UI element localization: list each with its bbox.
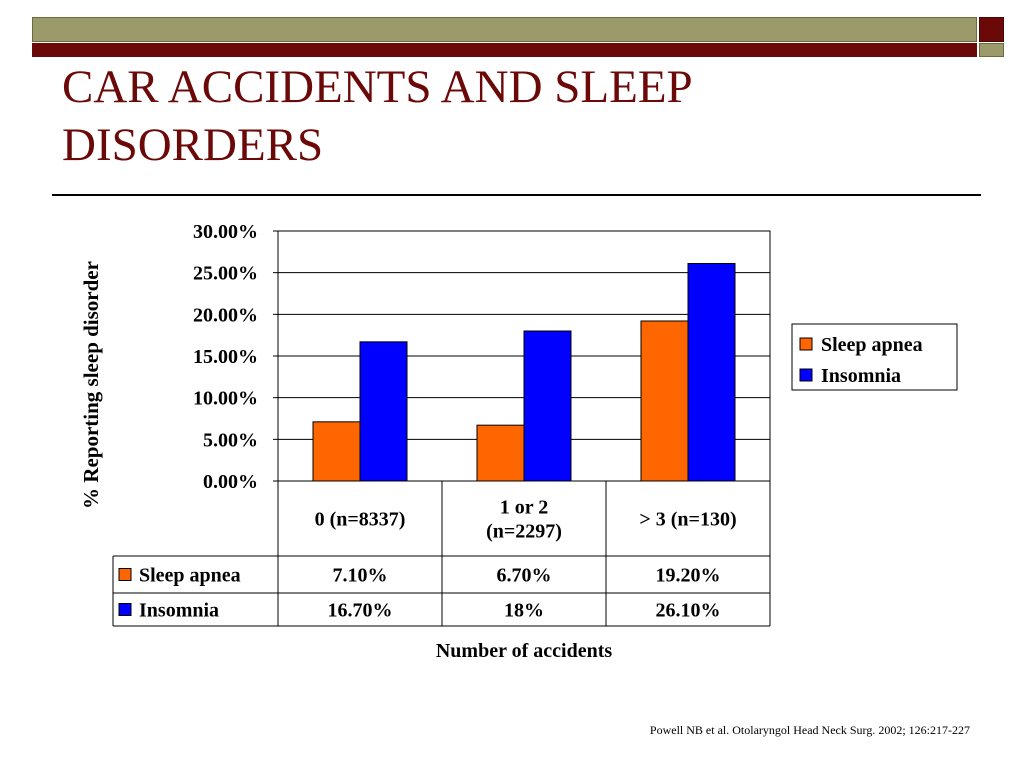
table-legend-key <box>119 604 131 616</box>
data-label: 18% <box>504 599 544 622</box>
x-category-label: 0 (n=8337) <box>314 508 406 531</box>
y-tick-label: 20.00% <box>193 304 258 327</box>
data-label: 26.10% <box>655 599 721 622</box>
y-tick-label: 10.00% <box>193 387 258 410</box>
bar-sleep-apnea <box>641 321 688 481</box>
legend-swatch <box>800 338 812 350</box>
bar-sleep-apnea <box>477 425 524 481</box>
table-series-name: Sleep apnea <box>139 564 241 587</box>
data-label: 6.70% <box>496 564 552 587</box>
y-tick-label: 25.00% <box>193 262 258 285</box>
citation: Powell NB et al. Otolaryngol Head Neck Surg. 2002; 126:217-227 <box>649 723 970 737</box>
table-series-name: Insomnia <box>139 599 220 622</box>
slide-title: CAR ACCIDENTS AND SLEEP DISORDERS <box>62 61 691 171</box>
legend-label: Sleep apnea <box>821 334 923 356</box>
bar-insomnia <box>688 264 735 482</box>
y-tick-label: 0.00% <box>203 471 258 493</box>
x-category-label: > 3 (n=130) <box>639 508 737 531</box>
bar-insomnia <box>524 331 571 481</box>
legend-label: Insomnia <box>821 365 902 387</box>
y-tick-label: 15.00% <box>193 346 258 368</box>
data-label: 19.20% <box>655 564 721 587</box>
y-axis-title: % Reporting sleep disorder <box>79 261 103 509</box>
x-category-label: 1 or 2 <box>499 496 549 519</box>
x-category-label: (n=2297) <box>486 520 562 543</box>
bar-sleep-apnea <box>313 422 360 481</box>
data-label: 7.10% <box>332 564 388 587</box>
legend-swatch <box>800 369 812 381</box>
table-legend-key <box>119 569 131 581</box>
data-label: 16.70% <box>327 599 393 622</box>
bar-insomnia <box>360 342 407 481</box>
y-tick-label: 5.00% <box>203 429 258 452</box>
x-axis-title: Number of accidents <box>435 640 613 662</box>
y-tick-label: 30.00% <box>193 221 258 243</box>
